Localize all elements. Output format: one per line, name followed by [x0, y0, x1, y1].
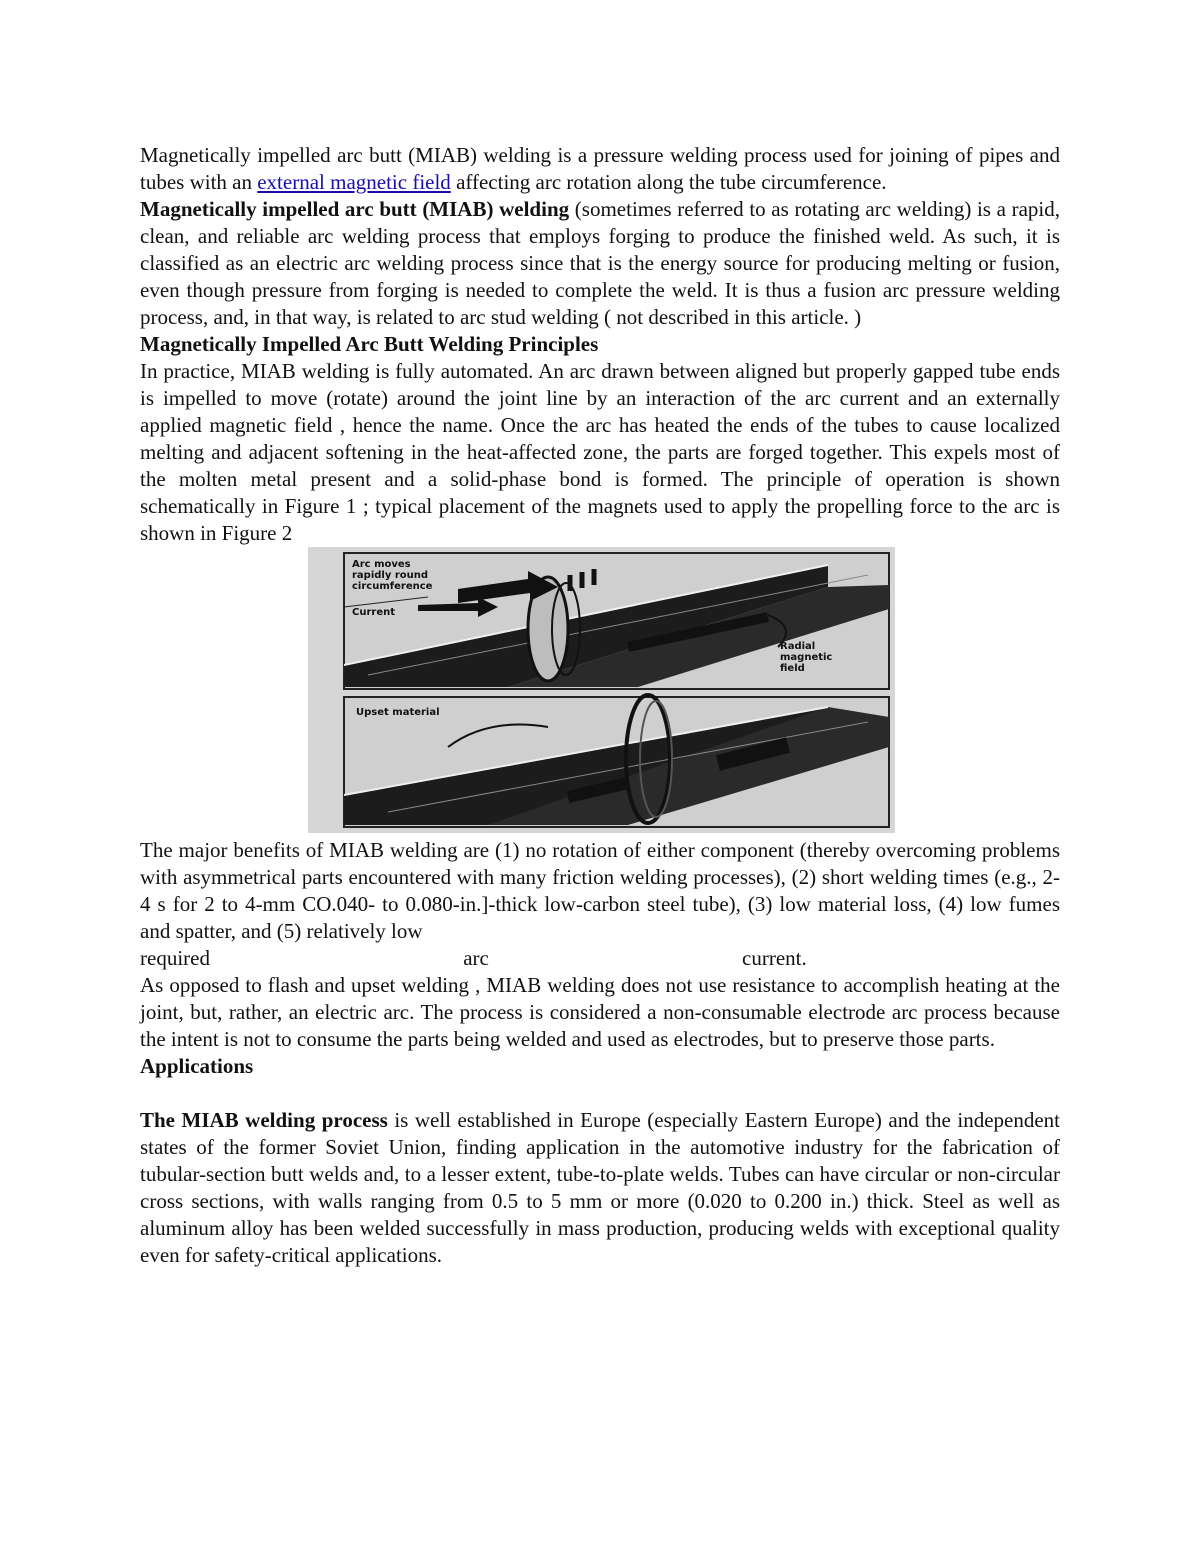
benefits-last-line: [140, 945, 1060, 972]
label-upset-material: Upset material: [356, 707, 440, 718]
label-arc-line-1: Arc moves: [352, 559, 411, 570]
definition-text: (sometimes referred to as rotating arc welding) is a rapid, clean, and reliable arc welding process that employs forging to produce the finished weld. As such, it is classified as an electric arc welding process since that is the energy source for producing melting or fusion, even though pressure from forging is needed to complete the weld. It is thus a fusion arc pressure welding process, and, in that way, is related to arc stud welding ( not described in this article. ): [140, 197, 1060, 329]
paragraph-definition: [140, 196, 1060, 331]
label-radial-line-1: Radial: [780, 641, 816, 652]
figure-container: [308, 547, 1200, 833]
applications-term: The MIAB welding process: [140, 1108, 388, 1132]
paragraph-intro: [140, 142, 1060, 196]
paragraph-comparison: As opposed to flash and upset welding , MIAB welding does not use resistance to accomplish heating at the joint, but, rather, an electric arc. The process is considered a non-consumable electrode arc process because the intent is not to consume the parts being welded and used as electrodes, but to preserve those parts.: [140, 973, 1060, 1051]
intro-text-end: affecting arc rotation along the tube circumference.: [450, 170, 887, 194]
document-body: [140, 142, 1060, 1269]
spacer: [140, 1080, 1060, 1107]
word-arc: arc: [463, 946, 489, 970]
heading-principles: Magnetically Impelled Arc Butt Welding Principles: [140, 332, 599, 356]
miab-schematic-drawing: [308, 547, 895, 833]
external-magnetic-field-link[interactable]: external magnetic field: [257, 170, 451, 194]
heading-applications: Applications: [140, 1054, 254, 1078]
applications-text: is well established in Europe (especially Eastern Europe) and the independent states of the former Soviet Union, finding application in the automotive industry for the fabrication of tubular-section butt welds and, to a lesser extent, tube-to-plate welds. Tubes can have circular or non-circular cross sections, with walls ranging from 0.5 to 5 mm or more (0.020 to 0.200 in.) thick. Steel as well as aluminum alloy has been welded successfully in mass production, producing welds with exceptional quality even for safety-critical applications.: [140, 1108, 1060, 1267]
word-current: current.: [742, 946, 807, 970]
label-current: Current: [352, 607, 396, 618]
label-arc-line-3: circumference: [352, 581, 433, 592]
intro-text: Magnetically impelled arc butt (MIAB) welding is a pressure welding process used for joining of pipes and tubes with an: [140, 143, 1060, 194]
word-required: required: [140, 946, 210, 970]
label-arc-line-2: rapidly round: [352, 570, 429, 581]
paragraph-benefits: The major benefits of MIAB welding are (1) no rotation of either component (thereby overcoming problems with asymmetrical parts encountered with many friction welding processes), (2) short welding times (e.g., 2-4 s for 2 to 4-mm CO.040- to 0.080-in.]-thick low-carbon steel tube), (3) low material loss, (4) low fumes and spatter, and (5) relatively low: [140, 838, 1060, 943]
label-radial-line-2: magnetic: [780, 652, 833, 663]
label-radial-line-3: field: [780, 663, 805, 674]
paragraph-principles: In practice, MIAB welding is fully automated. An arc drawn between aligned but properly gapped tube ends is impelled to move (rotate) around the joint line by an interaction of the arc current and an externally applied magnetic field , hence the name. Once the arc has heated the ends of the tubes to cause localized melting and adjacent softening in the heat-affected zone, the parts are forged together. This expels most of the molten metal present and a solid-phase bond is formed. The principle of operation is shown schematically in Figure 1 ; typical placement of the magnets used to apply the propelling force to the arc is shown in Figure 2: [140, 359, 1060, 545]
miab-schematic-figure: [308, 547, 895, 833]
paragraph-applications: [140, 1107, 1060, 1269]
definition-term: Magnetically impelled arc butt (MIAB) welding: [140, 197, 570, 221]
